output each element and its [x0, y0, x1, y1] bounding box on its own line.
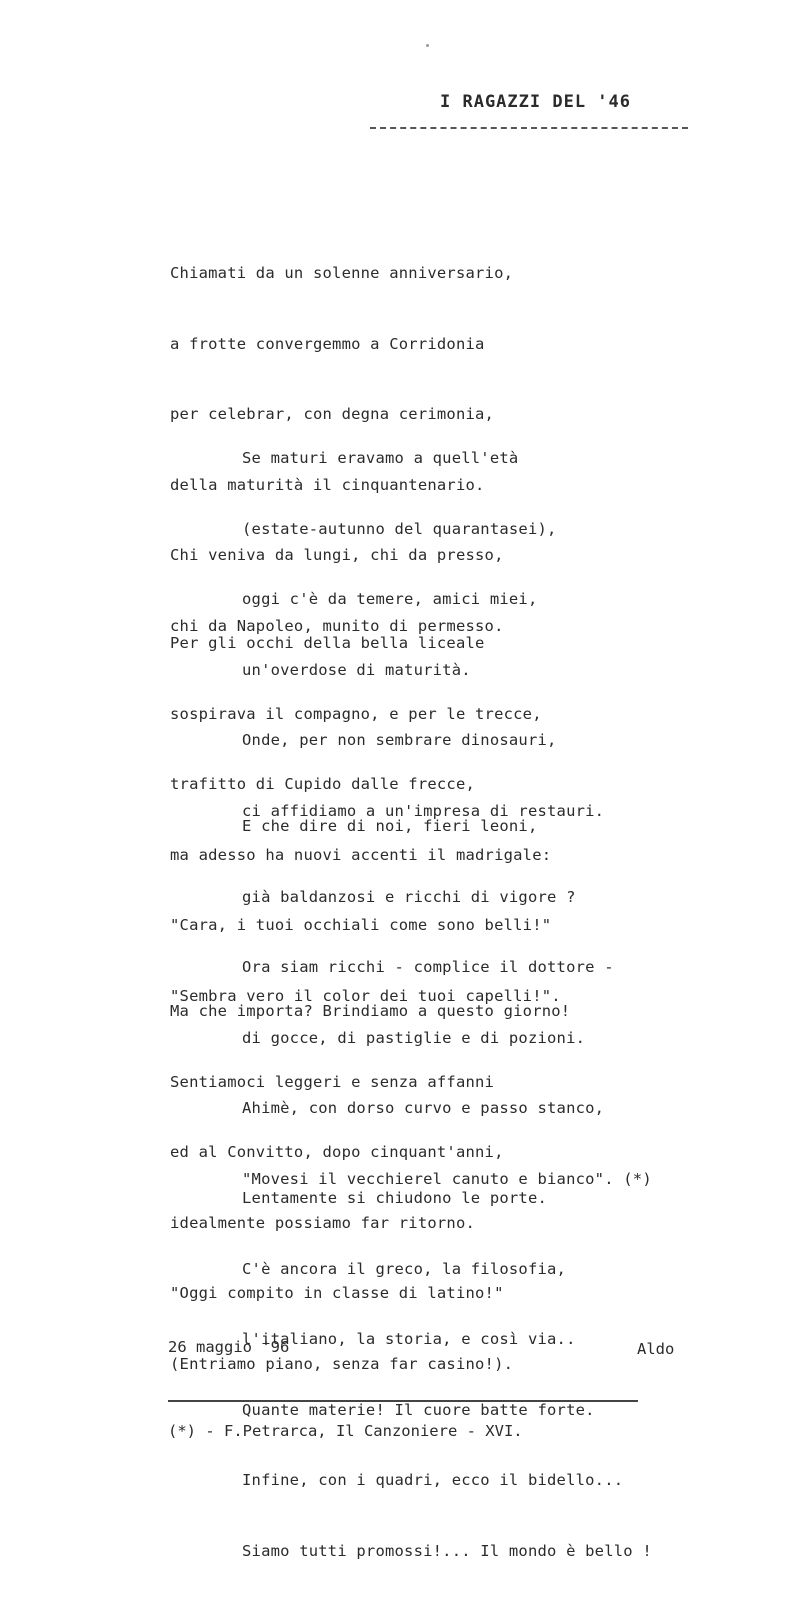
poem-line: E che dire di noi, fieri leoni,	[242, 817, 538, 835]
poem-line: l'italiano, la storia, e così via..	[242, 1330, 576, 1348]
poem-line: Se maturi eravamo a quell'età	[242, 449, 519, 467]
poem-line: Sentiamoci leggeri e senza affanni	[170, 1072, 495, 1091]
title-underline	[370, 127, 688, 129]
poem-line: (Entriamo piano, senza far casino!).	[170, 1354, 514, 1373]
poem-line: Ora siam ricchi - complice il dottore -	[242, 958, 614, 976]
poem-date: 26 maggio '96	[168, 1338, 290, 1356]
stanza-6	[242, 1140, 652, 1610]
poem-line: "Movesi il vecchierel canuto e bianco". (*)	[242, 1169, 652, 1188]
poem-line: già baldanzosi e ricchi di vigore ?	[242, 887, 576, 906]
poem-line: C'è ancora il greco, la filosofia,	[242, 1259, 567, 1278]
poem-line: della maturità il cinquantenario.	[170, 475, 485, 494]
poem-line: Infine, con i quadri, ecco il bidello...	[242, 1471, 624, 1489]
author-signature: Aldo	[637, 1340, 675, 1358]
poem-line: ed al Convitto, dopo cinquant'anni,	[170, 1143, 504, 1161]
poem-line: di gocce, di pastiglie e di pozioni.	[242, 1028, 586, 1047]
poem-line: Chiamati da un solenne anniversario,	[170, 264, 514, 282]
poem-line: trafitto di Cupido dalle frecce,	[170, 775, 476, 793]
poem-line: Per gli occhi della bella liceale	[170, 634, 485, 652]
paper-speck	[426, 44, 429, 47]
poem-line: ci affidiamo a un'impresa di restauri.	[242, 801, 605, 820]
poem-title: I RAGAZZI DEL '46	[440, 92, 631, 112]
poem-line: (estate-autunno del quarantasei),	[242, 519, 557, 538]
footnote-divider	[168, 1400, 638, 1402]
footnote: (*) - F.Petrarca, Il Canzoniere - XVI.	[168, 1422, 523, 1440]
poem-line: a frotte convergemmo a Corridonia	[170, 334, 485, 353]
poem-line: chi da Napoleo, munito di permesso.	[170, 616, 504, 635]
poem-line: "Cara, i tuoi occhiali come sono belli!"	[170, 916, 552, 934]
poem-line: Chi veniva da lungi, chi da presso,	[170, 546, 504, 564]
poem-line: Ma che importa? Brindiamo a questo giorno!	[170, 1002, 571, 1020]
poem-line: un'overdose di maturità.	[242, 660, 471, 679]
poem-line: "Sembra vero il color dei tuoi capelli!".	[170, 986, 561, 1005]
poem-line: Lentamente si chiudono le porte.	[242, 1189, 548, 1207]
poem-line: Siamo tutti promossi!... Il mondo è bello !	[242, 1541, 652, 1560]
poem-line: "Oggi compito in classe di latino!"	[170, 1284, 504, 1302]
poem-line: ma adesso ha nuovi accenti il madrigale:	[170, 845, 552, 864]
poem-line: idealmente possiamo far ritorno.	[170, 1213, 476, 1232]
poem-line: Onde, per non sembrare dinosauri,	[242, 731, 557, 749]
poem-line: per celebrar, con degna cerimonia,	[170, 405, 495, 423]
poem-line: Quante materie! Il cuore batte forte.	[242, 1400, 595, 1419]
poem-line: sospirava il compagno, e per le trecce,	[170, 704, 542, 723]
poem-line: Ahimè, con dorso curvo e passo stanco,	[242, 1099, 605, 1117]
poem-line: oggi c'è da temere, amici miei,	[242, 590, 538, 608]
